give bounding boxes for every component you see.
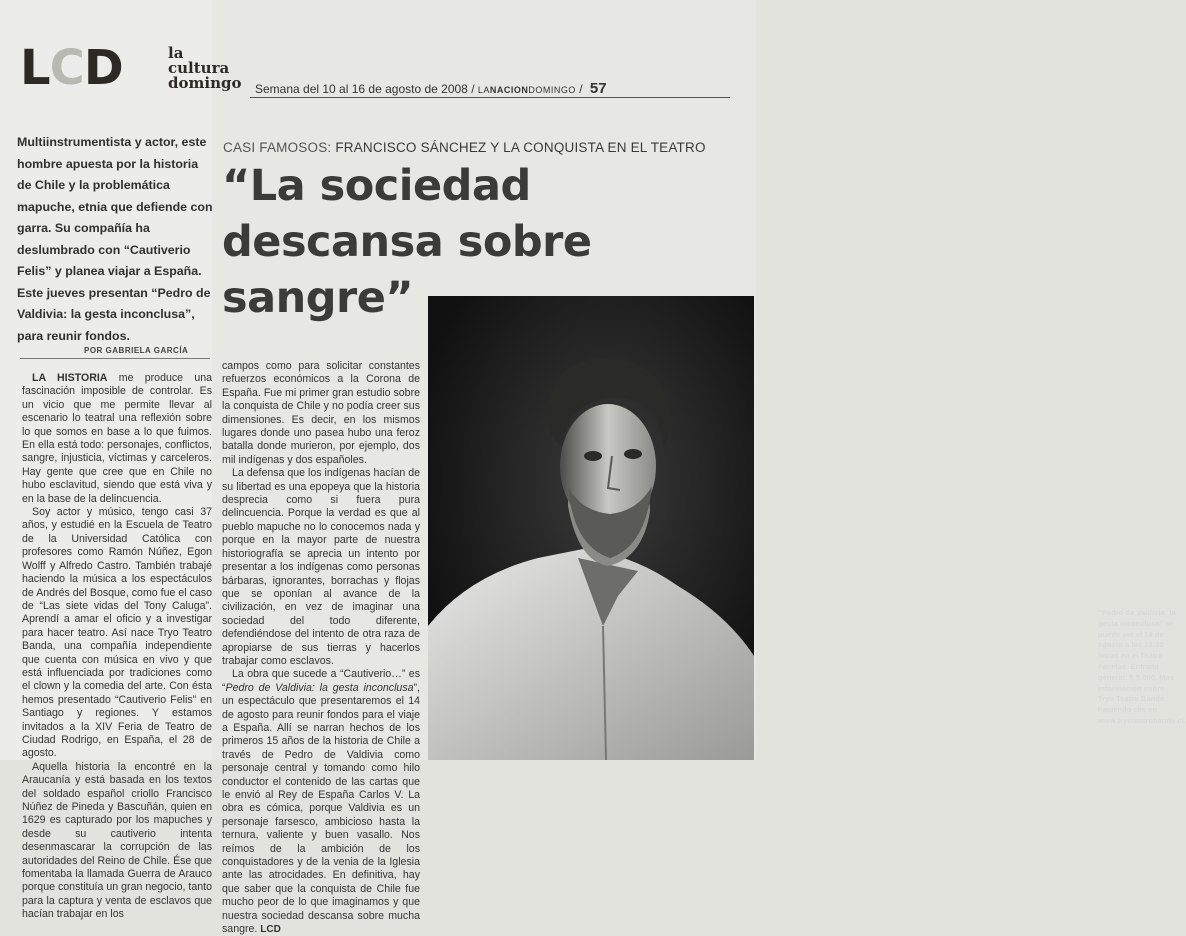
kicker: CASI FAMOSOS: FRANCISCO SÁNCHEZ Y LA CONQUISTA EN EL TEATRO [223,140,706,155]
photo-caption: “Pedro de Valdivia: la gesta inconclusa” se puede ver el 14 de agosto a las 20:30 horas en el Teatro Facetas. Entrada general: $ 5.000. Más información sobre Tryo Teatro Banda haciendo clic en www.tryoteatrobanda.cl. [1098,608,1186,725]
divider [250,97,730,98]
divider [20,358,210,359]
headline: “La sociedad descansa sobre sangre” [222,161,592,323]
byline: POR GABRIELA GARCÍA [84,346,189,355]
issue-line: Semana del 10 al 16 de agosto de 2008 / LANACIONDOMINGO / 57 [255,80,607,97]
section-name: la cultura domingo [168,44,242,92]
actor-portrait [428,296,754,760]
page-number: 57 [589,80,607,97]
article-column-1: LA HISTORIA me produce una fascinación imposible de controlar. Es un vicio que me permite llevar al escenario lo teatral una reflexión sobre lo que somos en base a lo que fuimos. En ella está todo: personajes, conflictos, sangre, injusticia, víctimas y carceleros. Hay gente que cree que en Chile no hubo esclavitud, siendo que está viva y en la base de la delincuencia. Soy actor y músico, tengo casi 37 años, y estudié en la Escuela de Teatro de la Universidad Católica con profesores como Ramón Núñez, Egon Wolff y Alfredo Castro. También trabajé haciendo la música a los espectáculos de Andrés del Bosque, como fue el caso de “Las siete vidas del Tony Caluga”. Aprendí a amar el oficio y a investigar para hacer teatro. Así nace Tryo Teatro Banda, una compañía independiente que cuenta con música en vivo y que está influenciada por tradiciones como el clown y la comedia del arte. Con ésta hemos presentado “Cautiverio Felis” en Santiago y regiones. Y estamos invitados a la XIV Feria de Teatro de Ciudad Rodrigo, en España, el 28 de agosto. Aquella historia la encontré en la Araucanía y está basada en los textos del soldado español criollo Francisco Núñez de Pineda y Bascuñán, quien en 1629 es capturado por los mapuches y desde su cautiverio intenta desenmascarar la corrupción de las autoridades del Reino de Chile. Ése que fomentaba la llamada Guerra de Arauco porque constituía un gran negocio, tanto para la captura y venta de esclavos que hacían trabajar en los [22,372,212,921]
end-mark: LCD [260,924,281,936]
drop-word: LA HISTORIA [32,372,108,384]
intro-text: Multiinstrumentista y actor, este hombre apuesta por la historia de Chile y la problemática mapuche, etnia que defiende con garra. Su compañía ha deslumbrado con “Cautiverio Felis” y planea viajar a España. Este jueves presentan “Pedro de Valdivia: la gesta inconclusa”, para reunir fondos. [17,135,213,343]
actor-photo [428,296,1186,760]
article-column-2: campos como para solicitar constantes refuerzos económicos a la Corona de España. Fue mi primer gran estudio sobre la conquista de Chile y no podía creer sus dimensiones. Es decir, en los mismos lugares donde uno pasea hubo una feroz batalla donde murieron, por ejemplo, dos mil indígenas y dos españoles. La defensa que los indígenas hacían de su libertad es una epopeya que la historia desprecia como si fuera pura delincuencia. Porque la verdad es que al pueblo mapuche no lo conocemos nada y porque en la mayor parte de nuestra historiografía se aprecia un intento por presentar a los indígenas como personas bárbaras, ignorantes, borrachas y flojas que se oponían al avance de la civilización, en vez de imaginar una sociedad del todo diferente, defendiéndose del intento de otra raza de apropiarse de sus tierras y hacerlos trabajar como esclavos. La obra que sucede a “Cautiverio…” es “Pedro de Valdivia: la gesta inconclusa”, un espectáculo que presentaremos el 14 de agosto para reunir fondos para el viaje a España. Allí se narran hechos de los primeros 15 años de la historia de Chile a través de Pedro de Valdivia como personaje central y tomando como hilo conductor el contenido de las cartas que le envió al Rey de España Carlos V. La obra es cómica, porque Valdivia es un personaje farsesco, ambicioso hasta la ternura, valiente y buen vasallo. Nos reímos de la ambición de los conquistadores y de la venia de la Iglesia ante las atrocidades. En definitiva, hay que saber que la conquista de Chile fue mucho peor de lo que imaginamos y que nuestra sociedad descansa sobre mucha sangre. LCD [222,360,420,936]
lcd-logo: LCD [20,40,123,96]
